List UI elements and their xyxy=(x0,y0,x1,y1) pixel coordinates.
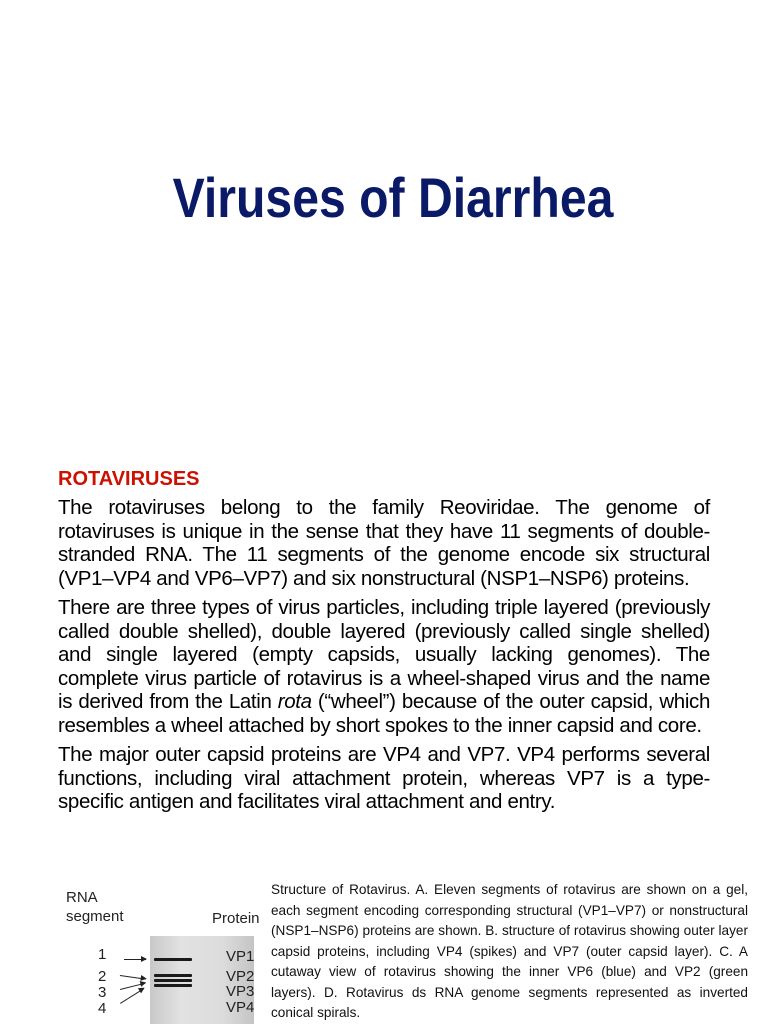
paragraph-particles-part1: There are three types of virus particles, including triple layered (previously called double shelled), double layered (previously called single shelled) and single layered (empty capsids, usually lacking genomes). The complete virus particle of rotavirus is a wheel-shaped virus and the name is derived from the Latin xyxy=(58,596,710,713)
gel-band xyxy=(154,974,192,977)
segment-label: segment xyxy=(66,908,124,925)
latin-term: rota xyxy=(277,690,312,713)
slide-title: Viruses of Diarrhea xyxy=(172,166,614,229)
protein-label: Protein xyxy=(212,910,260,927)
arrow-icon xyxy=(120,975,146,980)
gel-band xyxy=(154,979,192,982)
arrow-icon xyxy=(120,988,144,1004)
segment-number: 3 xyxy=(98,984,107,1001)
body-text xyxy=(58,496,710,820)
paragraph-particles-part2: (“wheel”) because of the outer capsid, which resembles a wheel attached by short spokes to the inner capsid and core. xyxy=(58,690,710,737)
arrow-icon xyxy=(124,959,146,960)
paragraph-genome: The rotaviruses belong to the family Reoviridae. The genome of rotaviruses is unique in the sense that they have 11 segments of double-stranded RNA. The 11 segments of the genome encode six structural (VP1–VP4 and VP6–VP7) and six nonstructural (NSP1–NSP6) proteins. xyxy=(58,496,710,590)
gel-band xyxy=(154,958,192,961)
paragraph-particles xyxy=(58,596,710,737)
gel-figure xyxy=(54,880,266,1024)
gel-band xyxy=(154,984,192,987)
protein-name: VP4 xyxy=(226,999,255,1016)
paragraph-capsid-proteins: The major outer capsid proteins are VP4 and VP7. VP4 performs several functions, including viral attachment protein, whereas VP7 is a type-specific antigen and facilitates viral attachment and entry. xyxy=(58,743,710,813)
protein-name: VP3 xyxy=(226,983,255,1000)
segment-number: 2 xyxy=(98,968,107,985)
segment-number: 1 xyxy=(98,946,107,963)
figure-caption: Structure of Rotavirus. A. Eleven segments of rotavirus are shown on a gel, each segment encoding corresponding structural (VP1–VP7) or nonstructural (NSP1–NSP6) proteins are shown. B. structure of rotavirus showing outer layer capsid proteins, including VP4 (spikes) and VP7 (outer capsid layer). C. A cutaway view of rotavirus showing the inner VP6 (blue) and VP2 (green layers). D. Rotavirus ds RNA genome segments represented as inverted conical spirals. xyxy=(271,882,748,1020)
protein-name: VP1 xyxy=(226,948,255,965)
section-heading: ROTAVIRUSES xyxy=(58,468,200,490)
protein-name: VP2 xyxy=(226,968,255,985)
segment-number: 4 xyxy=(98,1000,107,1017)
rna-label: RNA xyxy=(66,889,98,906)
